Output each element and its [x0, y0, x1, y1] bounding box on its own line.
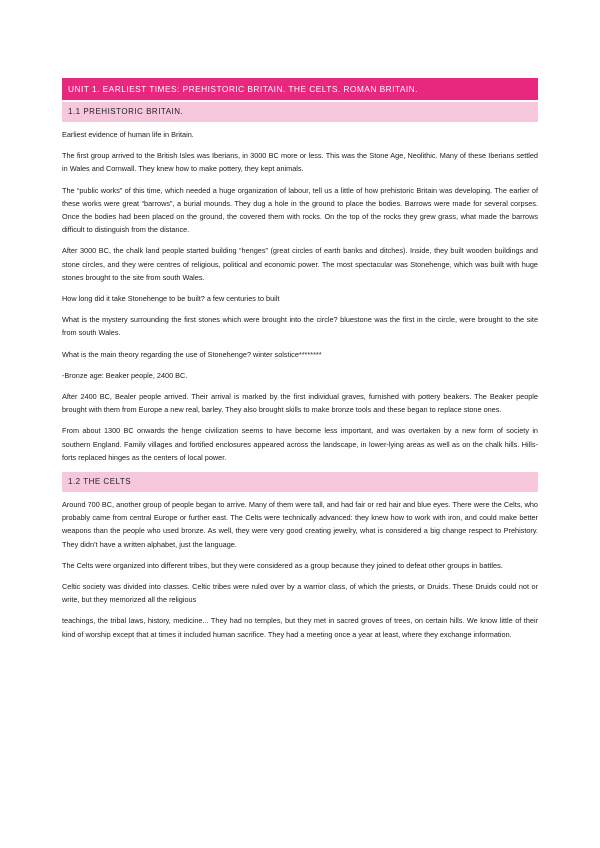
paragraph: Celtic society was divided into classes. Celtic tribes were ruled over by a warrior class, of which the priests, or Druids. These Druids could not or write, but they memorized all the religious — [62, 582, 538, 605]
question-paragraph: What is the main theory regarding the use of Stonehenge? winter solstice******** — [62, 349, 322, 359]
paragraph: The first group arrived to the British Isles was Iberians, in 3000 BC more or less. This was the Stone Age, Neolithic. Many of these Iberians settled in Wales and Cornwall. They knew how to make pottery, they kept animals. — [62, 151, 538, 174]
paragraph: Around 700 BC, another group of people began to arrive. Many of them were tall, and had fair or red hair and blue eyes. There were the Celts, who probably came from central Europe or further east. The Celts were technically advanced: they knew how to work with iron, and could make better weapons than the people who used bronze. As well, they were very good creating jewelry, what is considered a big change respect to Prehistory. They didn’t have a written alphabet, just the language. — [62, 500, 538, 549]
paragraph: The “public works” of this time, which needed a huge organization of labour, tell us a little of how prehistoric Britain was developing. The earlier of these works were great “barrows”, a burial mounds. They dug a hole in the ground to place the bodies. Barrows were made for several corpses. Once the bodies had been placed on the ground, the covered them with rocks. On the top of the rocks they grew grass, what made the barrows difficult to distinguish from the distance. — [62, 185, 538, 235]
unit-title-banner: UNIT 1. EARLIEST TIMES: PREHISTORIC BRITAIN. THE CELTS. ROMAN BRITAIN. — [62, 78, 538, 100]
paragraph: After 3000 BC, the chalk land people started building “henges” (great circles of earth banks and ditches). Inside, they built wooden buildings and stone circles, and they were centres of religious, political and economic power. The most spectacular was Stonehenge, which was built with huge stones brought to the site from south Wales. — [62, 246, 538, 282]
question-paragraph: What is the mystery surrounding the first stones which were brought into the circle? bluestone was the first in the circle, were brought to the site from south Wales. — [62, 315, 538, 338]
question-paragraph: How long did it take Stonehenge to be built? a few centuries to built — [62, 294, 280, 304]
paragraph: After 2400 BC, Bealer people arrived. Their arrival is marked by the first individual graves, furnished with pottery beakers. The Beaker people brought with them from Europe a new real, barley. They also brought skills to make bronze tools and these began to replace stone ones. — [62, 392, 538, 415]
paragraph: teachings, the tribal laws, history, medicine... They had no temples, but they met in sacred groves of trees, on certain hills. We know little of their kind of worship except that at times it included human sacrifice. They had a meeting once a year at least, where they exchange information. — [62, 616, 538, 639]
section-heading-celts: 1.2 THE CELTS — [62, 472, 538, 492]
paragraph: The Celts were organized into different tribes, but they were considered as a group because they joined to defeat other groups in battles. — [62, 560, 503, 570]
subheading-paragraph: -Bronze age: Beaker people, 2400 BC. — [62, 370, 188, 380]
paragraph: Earliest evidence of human life in Britain. — [62, 130, 194, 139]
section-heading-prehistoric: 1.1 PREHISTORIC BRITAIN. — [62, 102, 538, 122]
document-page — [62, 78, 538, 641]
paragraph: From about 1300 BC onwards the henge civilization seems to have become less important, and was overtaken by a new form of society in southern England. Family villages and fortified enclosures appeared across the landscape, in lower-lying areas as well as on the chalk hills. Hills-forts replaced hinges as the centers of local power. — [62, 426, 538, 462]
